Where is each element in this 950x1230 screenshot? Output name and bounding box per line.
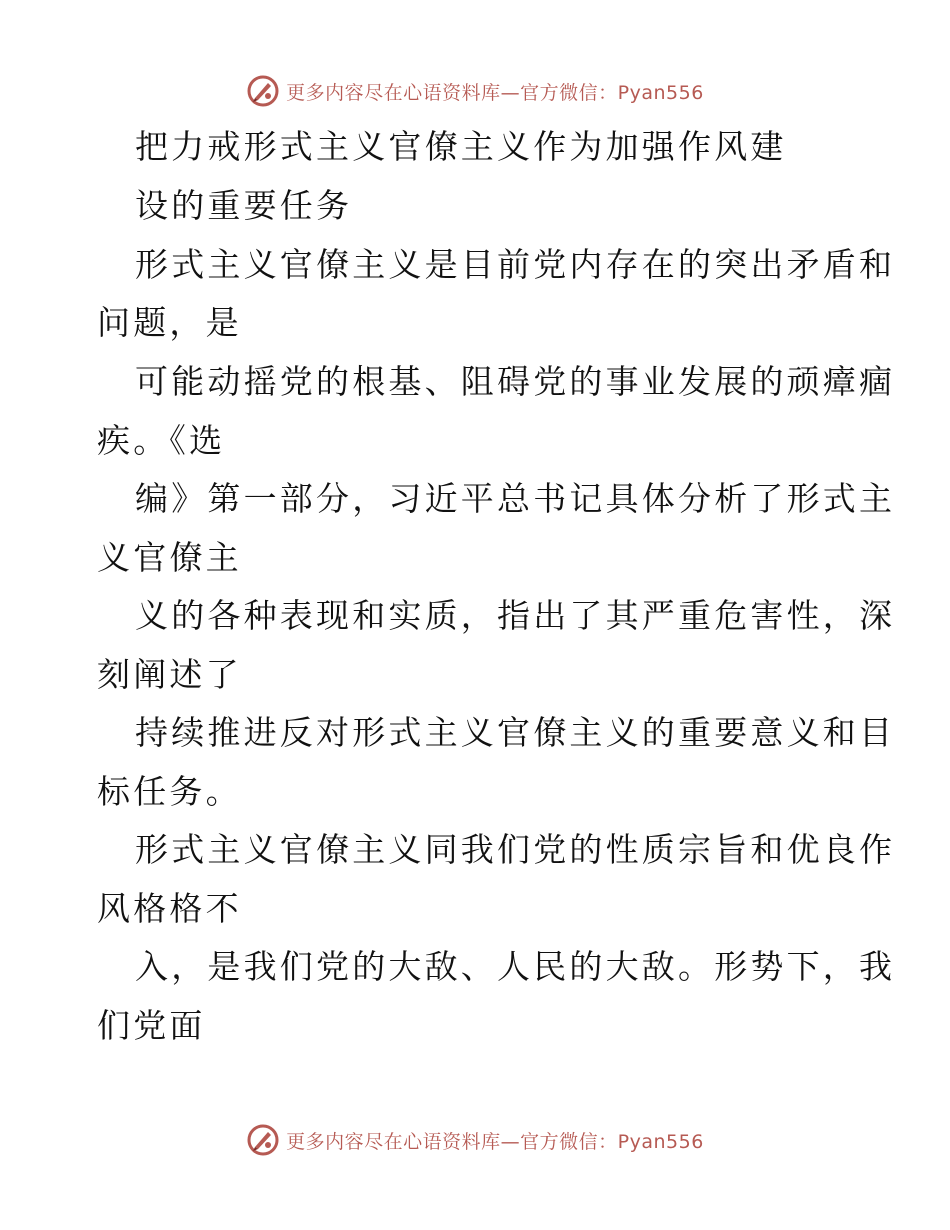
header-banner-text: 更多内容尽在心语资料库—官方微信：Pyan556 [286,81,704,104]
doc-line: 入，是我们党的大敌、人民的大敌。形势下，我 [135,947,896,986]
pen-seal-logo-icon [246,74,280,108]
doc-line: 形式主义官僚主义是目前党内存在的突出矛盾和 [135,245,896,284]
doc-line: 刻阐述了 [97,655,242,694]
doc-line: 义的各种表现和实质，指出了其严重危害性，深 [135,596,896,635]
doc-line: 风格格不 [97,889,242,928]
footer-banner-text: 更多内容尽在心语资料库—官方微信：Pyan556 [286,1130,704,1153]
doc-line: 们党面 [97,1006,206,1045]
doc-line: 标任务。 [97,772,242,811]
doc-line: 可能动摇党的根基、阻碍党的事业发展的顽瘴痼 [135,362,896,401]
footer-banner [0,1120,950,1160]
doc-line: 形式主义官僚主义同我们党的性质宗旨和优良作 [135,830,896,869]
doc-line: 疾。《选 [97,421,226,460]
pen-seal-logo-icon [246,1123,280,1157]
doc-line: 持续推进反对形式主义官僚主义的重要意义和目 [135,713,896,752]
doc-line: 义官僚主 [97,538,242,577]
doc-line: 编》第一部分，习近平总书记具体分析了形式主 [135,479,896,518]
doc-line: 设的重要任务 [135,186,353,225]
doc-line: 问题，是 [97,303,242,342]
header-banner [0,71,950,111]
doc-line: 把力戒形式主义官僚主义作为加强作风建 [135,127,787,166]
